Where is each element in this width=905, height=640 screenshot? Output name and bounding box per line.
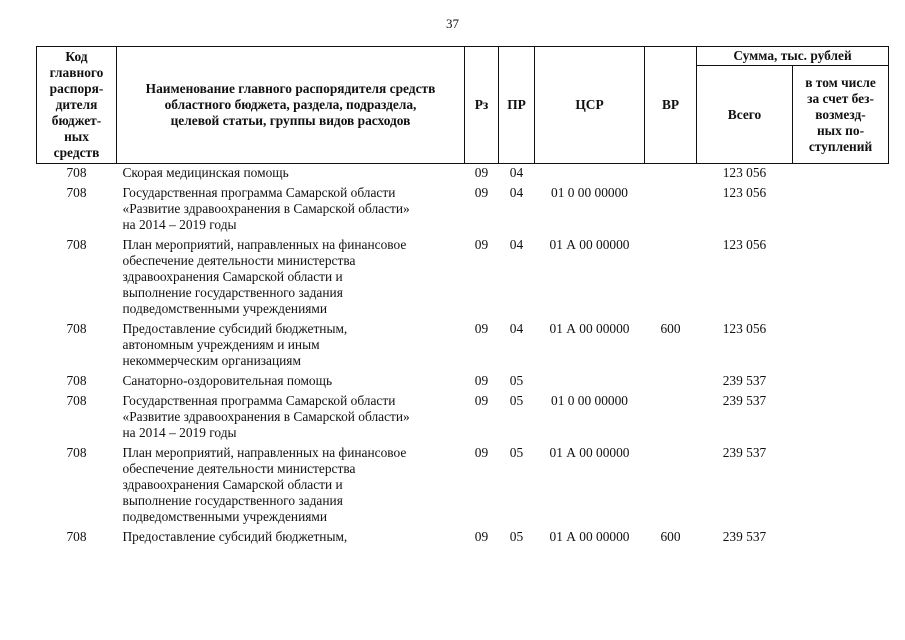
cell-csr: 01 А 00 00000 xyxy=(549,237,630,252)
header-sum: Сумма, тыс. рублей xyxy=(697,47,889,66)
cell-rz: 09 xyxy=(474,393,489,408)
cell-vr xyxy=(645,372,697,392)
header-incl-line: ступлений xyxy=(808,138,873,154)
cell-incl xyxy=(793,372,889,392)
cell-csr xyxy=(535,164,645,185)
header-code xyxy=(37,47,117,164)
header-code-line: распоря- xyxy=(49,81,104,96)
cell-total: 239 537 xyxy=(722,529,767,544)
cell-name xyxy=(117,164,465,185)
header-incl-line: за счет без- xyxy=(807,90,874,106)
cell-rz: 09 xyxy=(474,373,489,388)
cell-name-line: Предоставление субсидий бюджетным, xyxy=(122,529,348,544)
cell-name-line: здравоохранения Самарской области и xyxy=(122,477,343,492)
header-code-line: средств xyxy=(53,145,100,160)
header-incl xyxy=(793,66,889,164)
cell-incl xyxy=(793,444,889,528)
header-incl-line: в том числе xyxy=(805,74,876,90)
cell-vr xyxy=(645,164,697,185)
header-code-line: дителя xyxy=(55,97,98,112)
cell-code: 708 xyxy=(66,165,87,180)
header-incl-line: возмезд- xyxy=(815,106,866,122)
cell-name-line: План мероприятий, направленных на финансовое xyxy=(122,237,407,252)
header-vr: ВР xyxy=(645,47,697,164)
cell-pr: 04 xyxy=(509,237,524,252)
cell-pr: 05 xyxy=(509,373,524,388)
cell-rz: 09 xyxy=(474,165,489,180)
cell-incl xyxy=(793,184,889,236)
cell-name-line: Предоставление субсидий бюджетным, xyxy=(122,321,348,336)
cell-pr: 04 xyxy=(509,321,524,336)
header-name-line: Наименование главного распорядителя средств xyxy=(145,81,436,96)
cell-total: 123 056 xyxy=(722,321,767,336)
table-row xyxy=(37,184,889,236)
cell-name-line: на 2014 – 2019 годы xyxy=(122,425,237,440)
cell-code: 708 xyxy=(66,237,87,252)
cell-name-line: Государственная программа Самарской области xyxy=(122,185,396,200)
header-code-line: бюджет- xyxy=(51,113,102,128)
cell-rz: 09 xyxy=(474,237,489,252)
cell-csr: 01 А 00 00000 xyxy=(549,321,630,336)
cell-name-line: выполнение государственного задания xyxy=(122,493,343,508)
cell-vr xyxy=(645,184,697,236)
cell-name-line: План мероприятий, направленных на финансовое xyxy=(122,445,407,460)
cell-pr: 05 xyxy=(509,445,524,460)
cell-csr: 01 0 00 00000 xyxy=(551,393,628,408)
cell-rz: 09 xyxy=(474,529,489,544)
header-code-line: Код xyxy=(65,49,88,64)
cell-csr: 01 0 00 00000 xyxy=(551,185,628,200)
table-row xyxy=(37,392,889,444)
cell-name xyxy=(117,236,465,320)
table-row xyxy=(37,236,889,320)
cell-vr xyxy=(645,444,697,528)
cell-incl xyxy=(793,528,889,548)
header-name xyxy=(117,47,465,164)
cell-name-line: обеспечение деятельности министерства xyxy=(122,253,356,268)
page-number: 37 xyxy=(446,16,459,31)
cell-code: 708 xyxy=(66,373,87,388)
cell-name xyxy=(117,372,465,392)
table-row xyxy=(37,320,889,372)
cell-total: 239 537 xyxy=(722,373,767,388)
header-pr: ПР xyxy=(499,47,535,164)
cell-name-line: на 2014 – 2019 годы xyxy=(122,217,237,232)
header-rz: Рз xyxy=(465,47,499,164)
cell-vr xyxy=(645,236,697,320)
table-body xyxy=(37,164,889,549)
table-row xyxy=(37,444,889,528)
header-csr: ЦСР xyxy=(535,47,645,164)
cell-name-line: обеспечение деятельности министерства xyxy=(122,461,356,476)
cell-name-line: здравоохранения Самарской области и xyxy=(122,269,343,284)
cell-vr: 600 xyxy=(660,321,681,336)
cell-rz: 09 xyxy=(474,321,489,336)
table-row xyxy=(37,164,889,185)
cell-pr: 05 xyxy=(509,393,524,408)
cell-incl xyxy=(793,164,889,185)
cell-incl xyxy=(793,236,889,320)
cell-code: 708 xyxy=(66,393,87,408)
cell-name-line: Санаторно-оздоровительная помощь xyxy=(122,373,333,388)
header-code-line: ных xyxy=(64,129,89,144)
header-name-line: целевой статьи, группы видов расходов xyxy=(170,113,411,128)
cell-total: 123 056 xyxy=(722,165,767,180)
cell-pr: 04 xyxy=(509,165,524,180)
cell-name-line: подведомственными учреждениями xyxy=(122,301,328,316)
header-code-line: главного xyxy=(49,65,104,80)
cell-total: 239 537 xyxy=(722,393,767,408)
cell-name-line: автономным учреждениям и иным xyxy=(122,337,320,352)
header-total: Всего xyxy=(697,66,793,164)
cell-rz: 09 xyxy=(474,185,489,200)
cell-name-line: подведомственными учреждениями xyxy=(122,509,328,524)
cell-code: 708 xyxy=(66,529,87,544)
table-row xyxy=(37,372,889,392)
header-name-line: областного бюджета, раздела, подраздела, xyxy=(164,97,417,112)
table-row xyxy=(37,528,889,548)
cell-name xyxy=(117,320,465,372)
cell-name xyxy=(117,392,465,444)
cell-csr: 01 А 00 00000 xyxy=(549,529,630,544)
cell-csr: 01 А 00 00000 xyxy=(549,445,630,460)
cell-vr xyxy=(645,392,697,444)
cell-code: 708 xyxy=(66,185,87,200)
cell-incl xyxy=(793,320,889,372)
cell-incl xyxy=(793,392,889,444)
cell-name-line: некоммерческим организациям xyxy=(122,353,301,368)
cell-name xyxy=(117,444,465,528)
cell-name xyxy=(117,184,465,236)
cell-csr xyxy=(535,372,645,392)
budget-table xyxy=(36,46,889,548)
cell-vr: 600 xyxy=(660,529,681,544)
table-header xyxy=(37,47,889,164)
cell-name xyxy=(117,528,465,548)
header-incl-line: ных по- xyxy=(816,122,865,138)
cell-name-line: Скорая медицинская помощь xyxy=(122,165,289,180)
cell-name-line: Государственная программа Самарской области xyxy=(122,393,396,408)
cell-total: 123 056 xyxy=(722,185,767,200)
cell-total: 239 537 xyxy=(722,445,767,460)
cell-name-line: «Развитие здравоохранения в Самарской области» xyxy=(122,201,410,216)
cell-name-line: выполнение государственного задания xyxy=(122,285,343,300)
cell-code: 708 xyxy=(66,321,87,336)
cell-name-line: «Развитие здравоохранения в Самарской области» xyxy=(122,409,410,424)
cell-code: 708 xyxy=(66,445,87,460)
cell-pr: 05 xyxy=(509,529,524,544)
cell-rz: 09 xyxy=(474,445,489,460)
cell-pr: 04 xyxy=(509,185,524,200)
cell-total: 123 056 xyxy=(722,237,767,252)
